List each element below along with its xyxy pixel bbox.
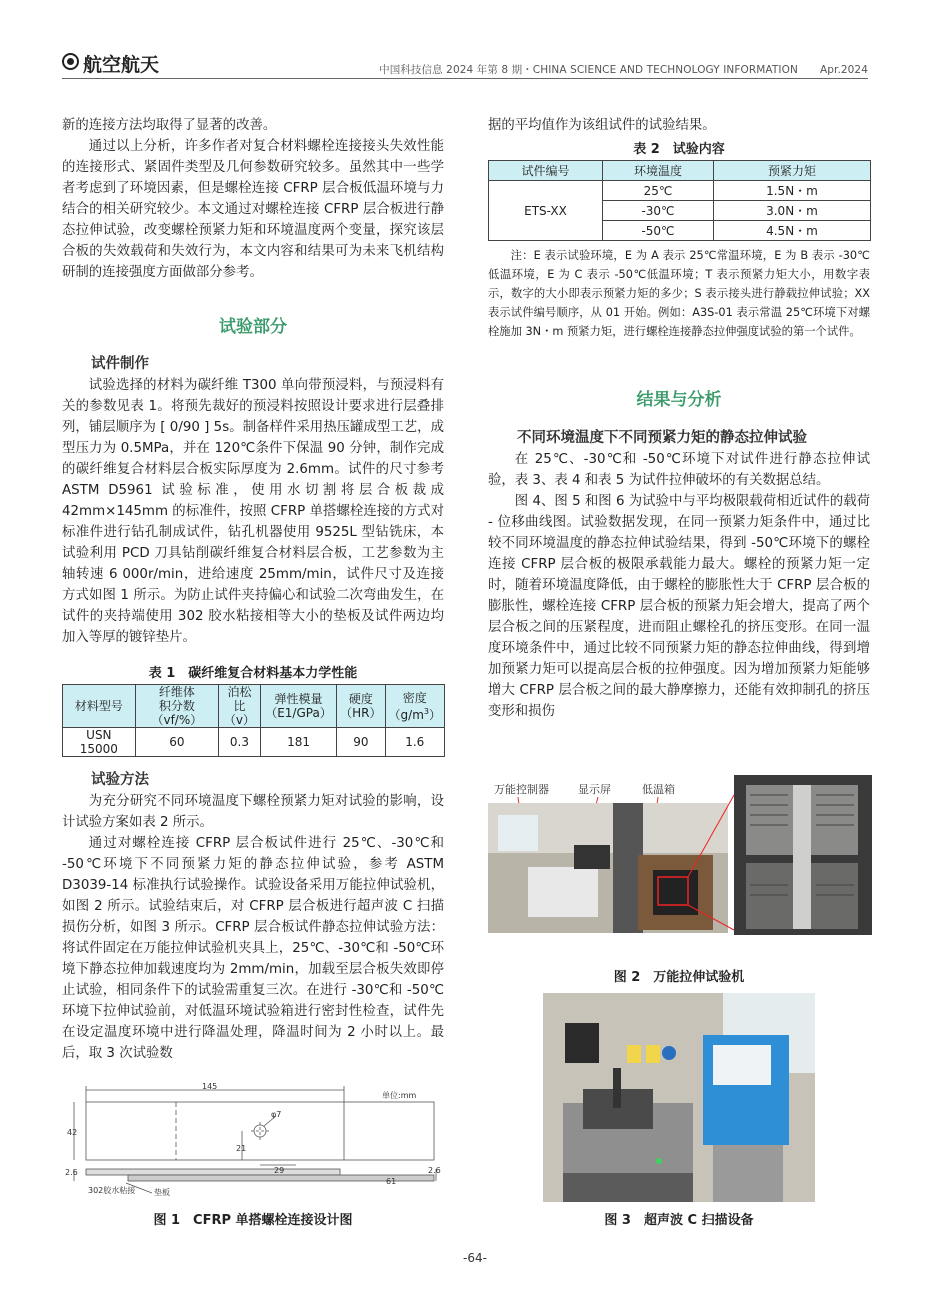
- figure1-caption: 图 1 CFRP 单搭螺栓连接设计图: [153, 1213, 353, 1228]
- glue-label: 302胶水粘接: [88, 1186, 136, 1195]
- figure1-drawing: [64, 1083, 444, 1201]
- left-column-mid: [62, 354, 444, 648]
- table-cell: 4.5N・m: [714, 221, 871, 241]
- dim-label-hole: φ7: [271, 1110, 282, 1119]
- figure2-photo: [488, 775, 872, 935]
- table-cell: -30℃: [603, 201, 714, 221]
- table-cell: -50℃: [603, 221, 714, 241]
- journal-header: [379, 62, 868, 77]
- table-cell: ETS-XX: [489, 181, 603, 241]
- right-column-mid: [488, 428, 870, 722]
- table-cell: 0.3: [219, 728, 261, 757]
- header-rule: [62, 78, 868, 79]
- table-header: 密度: [402, 690, 427, 705]
- table-cell: 1.6: [385, 728, 444, 757]
- paragraph: 据的平均值作为该组试件的试验结果。: [488, 118, 716, 133]
- paragraph: 在 25℃、-30℃和 -50℃环境下对试件进行静态拉伸试验，表 3、表 4 和表 5 为试件拉伸破坏的有关数据总结。: [488, 452, 870, 488]
- fig2-label-controller: 万能控制器: [494, 783, 549, 796]
- table-header: （g/m: [388, 707, 424, 722]
- table-cell: 181: [260, 728, 336, 757]
- dim-label-21: 21: [236, 1144, 247, 1153]
- pad-label: 垫板: [154, 1188, 170, 1197]
- paragraph: 通过以上分析，许多作者对复合材料螺栓连接接头失效性能的连接形式、紧固件类型及几何参数研究较多。虽然其中一些学者考虑到了环境因素，但是螺栓连接 CFRP 层合板低温环境与力结合的相关研究较少。本文通过对螺栓连接 CFRP 层合板进行静态拉伸试验，改变螺栓预紧力矩和环境温度两个变量，探究该层合板的失效载荷和失效行为，本文内容和结果可为未来飞机结构研制的连接强度方面做部分参考。: [62, 139, 444, 280]
- control-box: [565, 1023, 599, 1063]
- dim-label-thickness: 2.6: [428, 1166, 441, 1175]
- journal-name: 中国科技信息 2024 年第 8 期・CHINA SCIENCE AND TECHNOLOGY INFORMATION: [379, 64, 798, 76]
- section-title: 结果与分析: [636, 390, 722, 410]
- subsection-title: 不同环境温度下不同预紧力矩的静态拉伸试验: [517, 430, 807, 446]
- figure3-caption: 图 3 超声波 C 扫描设备: [604, 1213, 754, 1228]
- table-header: （HR）: [340, 706, 382, 720]
- table-cell: 3.0N・m: [714, 201, 871, 221]
- table-cell: 1.5N・m: [714, 181, 871, 201]
- dim-label-145: 145: [202, 1083, 218, 1091]
- table2-note: 注：E 表示试验环境，E 为 A 表示 25℃常温环境，E 为 B 表示 -30℃低温环境，E 为 C 表示 -50℃低温环境；T 表示预紧力矩大小，用数字表示，数字的大小即表示预紧力矩的多少；S 表示接头进行静载拉伸试验；XX 表示试件编号顺序，从 01 开始。例如：A3S-01 表示常温 25℃环境下对螺栓施加 3N・m 预紧力矩，进行螺栓连接静态拉伸强度试验的第一个试件。: [488, 249, 870, 338]
- table-row: [489, 181, 871, 201]
- safety-sign: [662, 1046, 676, 1060]
- section-title: 试验部分: [219, 317, 287, 337]
- paragraph: 图 4、图 5 和图 6 为试验中与平均极限载荷相近试件的载荷 - 位移曲线图。试验数据发现，在同一预紧力矩条件中，通过比较不同环境温度的静态拉伸试验结果，得到 -50℃环境下的螺栓连接 CFRP 层合板的极限承载能力最大。螺栓的预紧力矩一定时，随着环境温度降低，由于螺栓的膨胀性大于 CFRP 层合板的膨胀性，螺栓连接 CFRP 层合板的预紧力矩会增大，提高了两个层合板之间的压紧程度，进而阻止螺栓孔的挤压变形。在同一温度环境条件中，通过比较不同预紧力矩的静态拉伸曲线，得到增加预紧力矩可以提高层合板的拉伸强度。因为增加预紧力矩能够增大 CFRP 层合板之间的最大静摩擦力，还能有效抑制孔的挤压变形和损伤: [488, 494, 870, 719]
- table-row: [63, 728, 445, 757]
- table-header: 环境温度: [603, 161, 714, 181]
- dim-label-29: 29: [274, 1166, 285, 1175]
- unit-label: 单位:mm: [382, 1091, 417, 1100]
- controller-unit: [528, 867, 598, 917]
- dim-label-thickness: 2.6: [65, 1168, 78, 1177]
- superscript: 3: [423, 706, 429, 716]
- table-header: 泊松比: [227, 685, 252, 713]
- table-header: 预紧力矩: [714, 161, 871, 181]
- paragraph: 通过对螺栓连接 CFRP 层合板试件进行 25℃、-30℃和 -50℃环境下不同预紧力矩的静态拉伸试验，参考 ASTM D3039-14 标准执行试验操作。试验设备采用万能拉伸试验机，如图 2 所示。试验结束后，对 CFRP 层合板进行超声波 C 扫描损伤分析，如图 3 所示。CFRP 层合板试件静态拉伸试验方法：将试件固定在万能拉伸试验机夹具上，25℃、-30℃和 -50℃环境下静态拉伸加载速度均为 2mm/min，加载至层合板失效即停止试验，相同条件下的试验需重复三次。在进行 -30℃和 -50℃环境下拉伸试验前，对低温环境试验箱进行密封性检查，试件先在设定温度环境中进行降温处理，降温时间为 2 小时以上。最后，取 3 次试验数: [62, 836, 444, 1061]
- laminate-outline: [86, 1102, 434, 1160]
- table-cell: USN 15000: [63, 728, 136, 757]
- monitor: [574, 845, 610, 869]
- table-header: 弹性模量: [274, 692, 323, 706]
- warning-sign: [627, 1045, 641, 1063]
- section-label: [62, 50, 159, 77]
- table1-caption: 表 1 碳纤维复合材料基本力学性能: [148, 666, 358, 681]
- warning-sign: [646, 1045, 660, 1063]
- scanner-screen: [713, 1045, 771, 1085]
- right-column-top: [488, 115, 870, 136]
- table-header: 积分数（vf/%）: [151, 699, 203, 727]
- table-header: 硬度: [348, 692, 373, 706]
- circle-bullet-icon: [62, 53, 79, 70]
- figure3-photo: [543, 993, 815, 1202]
- paragraph: 为充分研究不同环境温度下螺栓预紧力矩对试验的影响，设计试验方案如表 2 所示。: [62, 794, 444, 830]
- bolt-hole: [254, 1125, 266, 1137]
- fig2-label-screen: 显示屏: [578, 783, 611, 796]
- paragraph: 试验选择的材料为碳纤维 T300 单向带预浸料，与预浸料有关的参数见表 1。将预先裁好的预浸料按照设计要求进行层叠排列，铺层顺序为 [ 0/90 ] 5s。制备样件采用热压罐成型工艺，成型压力为 0.5MPa，并在 120℃条件下保温 90 分钟，制作完成的碳纤维复合材料层合板实际厚度为 2.6mm。试件的尺寸参考 ASTM D5961 试验标准，使用水切割将层合板裁成 42mm×145mm 的标准件，按照 CFRP 单搭螺栓连接的方式对标准件进行钻孔制成试件，钻孔机器使用 9525L 型钻铣床，本试验利用 PCD 刀具钻削碳纤维复合材料层合板，工艺参数为主轴转速 6 000r/min，进给速度 25mm/min，试件尺寸及连接方式如图 1 所示。为防止试件夹持偏心和试验二次弯曲发生，在试件的夹持端使用 302 胶水粘接相等大小的垫板及试件两边均加入等厚的镀锌垫片。: [62, 378, 444, 645]
- page-number: -64-: [463, 1251, 487, 1265]
- section-name: 航空航天: [83, 54, 160, 76]
- table-header: ）: [428, 707, 441, 722]
- dim-label-61: 61: [386, 1177, 397, 1186]
- issue-date: Apr.2024: [819, 64, 868, 76]
- table1: [62, 684, 445, 757]
- dim-label-42: 42: [67, 1128, 78, 1137]
- table-header: 材料型号: [74, 699, 123, 713]
- table2-caption: 表 2 试验内容: [633, 142, 725, 157]
- left-column-top: [62, 115, 444, 283]
- table-header: 纤维体: [158, 685, 195, 699]
- table-header: （v）: [223, 713, 256, 727]
- left-column-bottom: [62, 770, 444, 1064]
- paragraph: 新的连接方法均取得了显著的改善。: [62, 118, 277, 133]
- figure2-caption: 图 2 万能拉伸试验机: [613, 970, 745, 985]
- table-cell: 25℃: [603, 181, 714, 201]
- table-cell: 60: [135, 728, 218, 757]
- table-header: 试件编号: [489, 161, 603, 181]
- fig2-label-chamber: 低温箱: [642, 783, 675, 796]
- table-header: （E1/GPa）: [265, 706, 332, 720]
- subsection-title: 试验方法: [91, 772, 149, 788]
- subsection-title: 试件制作: [91, 356, 149, 372]
- table2: [488, 160, 871, 241]
- table-cell: 90: [337, 728, 385, 757]
